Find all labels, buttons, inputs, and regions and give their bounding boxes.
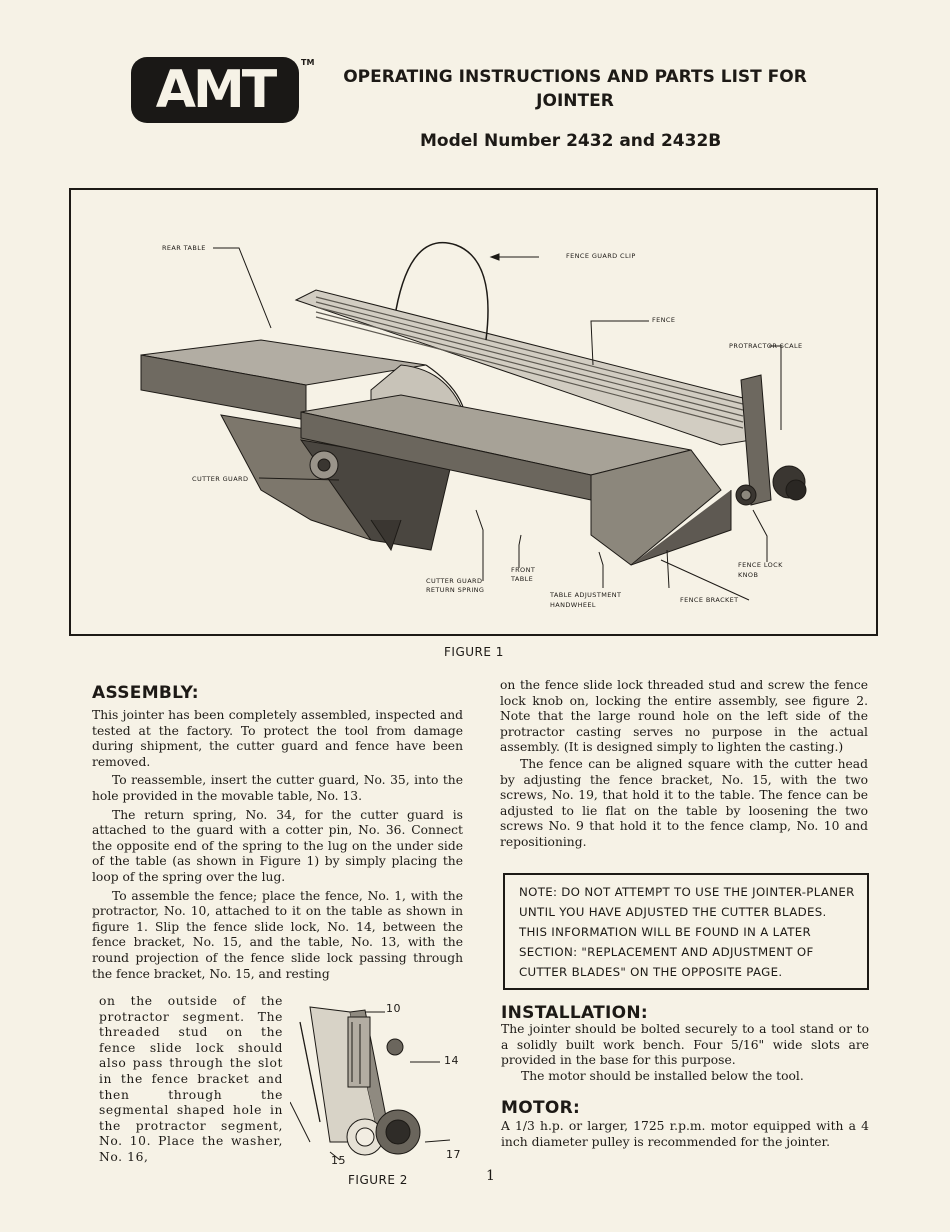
label-front-table-line2: TABLE [511, 575, 534, 583]
assembly-paragraph-4: To assemble the fence; place the fence, No. 1, with the protractor, No. 10, attached to it on the table as shown in figure 1. Slip the fence slide lock, No. 14, between the fence bracket, No. 15, and the table, No. 13, with the round projection of the fence slide lock passing through the fence bracket, No. 15, and resting [92, 888, 463, 981]
label-handwheel-line2: HANDWHEEL [550, 601, 596, 609]
figure-2-callout-10: 10 [386, 1002, 401, 1015]
assembly-section [92, 708, 463, 982]
assembly-paragraph-4-continued [99, 994, 283, 1166]
figure-2-illustration [290, 1002, 465, 1172]
note-text: NOTE: DO NOT ATTEMPT TO USE THE JOINTER-PLANER UNTIL YOU HAVE ADJUSTED THE CUTTER BLADES. THIS INFORMATION WILL BE FOUND IN A LATER SECTION: "REPLACEMENT AND ADJUSTMENT OF CUTTER BLADES" ON THE OPPOSITE PAGE. [519, 885, 855, 979]
label-cutter-guard: CUTTER GUARD [192, 475, 249, 483]
assembly-continued-section [500, 678, 868, 851]
document-title-product: JOINTER [536, 91, 614, 111]
figure-1-caption: FIGURE 1 [444, 645, 504, 659]
model-number: Model Number 2432 and 2432B [420, 131, 722, 151]
installation-paragraph-1: The jointer should be bolted securely to a tool stand or to a solidly built work bench. Four 5/16" wide slots are provided in the base for this purpose. [501, 1022, 869, 1068]
label-return-spring-line2: RETURN SPRING [426, 586, 485, 594]
assembly-heading: ASSEMBLY: [92, 683, 199, 703]
installation-paragraph-2: The motor should be installed below the tool. [521, 1068, 804, 1083]
label-fence: FENCE [652, 316, 676, 324]
label-rear-table: REAR TABLE [162, 244, 206, 252]
page-number: 1 [486, 1168, 495, 1184]
label-fence-lock-knob-line2: KNOB [738, 571, 759, 579]
note-box [503, 873, 869, 990]
motor-heading: MOTOR: [501, 1098, 581, 1118]
label-return-spring-line1: CUTTER GUARD [426, 577, 483, 585]
motor-paragraph: A 1/3 h.p. or larger, 1725 r.p.m. motor equipped with a 4 inch diameter pulley is recommended for the jointer. [501, 1119, 869, 1149]
figure-2-caption: FIGURE 2 [348, 1173, 408, 1187]
assembly-paragraph-4-wrap: on the outside of the protractor segment. The threaded stud on the fence slide lock should also pass through the slot in the fence bracket and then through the segmental shaped hole in the protractor segment, No. 10. Place the washer, No. 16, [99, 994, 283, 1164]
right-paragraph-1: on the fence slide lock threaded stud and screw the fence lock knob on, locking the entire assembly, see figure 2. Note that the large round hole on the left side of the protractor casting serves no purpose in the actual assembly. (It is designed simply to lighten the casting.) [500, 678, 868, 755]
trademark-mark: TM [301, 58, 315, 67]
label-fence-bracket: FENCE BRACKET [680, 596, 739, 604]
assembly-paragraph-2: To reassemble, insert the cutter guard, No. 35, into the hole provided in the movable table, No. 13. [92, 773, 463, 803]
document-title: OPERATING INSTRUCTIONS AND PARTS LIST FOR [343, 67, 807, 87]
figure-2-callout-15: 15 [331, 1154, 346, 1167]
installation-section [501, 1022, 869, 1084]
label-fence-lock-knob-line1: FENCE LOCK [738, 561, 783, 569]
label-front-table-line1: FRONT [511, 566, 536, 574]
label-fence-guard-clip: FENCE GUARD CLIP [566, 252, 636, 260]
label-protractor-scale: PROTRACTOR SCALE [729, 342, 803, 350]
assembly-paragraph-1: This jointer has been completely assembled, inspected and tested at the factory. To protect the tool from damage during shipment, the cutter guard and fence have been removed. [92, 708, 463, 769]
motor-section [501, 1119, 869, 1150]
label-handwheel-line1: TABLE ADJUSTMENT [550, 591, 622, 599]
assembly-paragraph-3: The return spring, No. 34, for the cutter guard is attached to the guard with a cotter pin, No. 36. Connect the opposite end of the spring to the lug on the under side of the table (as shown in Figure 1) by simply placing the loop of the spring over the lug. [92, 807, 463, 884]
amt-logo: AMT [131, 57, 299, 123]
figure-2-callout-14: 14 [444, 1054, 459, 1067]
figure-2-callout-17: 17 [446, 1148, 461, 1161]
installation-heading: INSTALLATION: [501, 1003, 649, 1023]
right-paragraph-2: The fence can be aligned square with the cutter head by adjusting the fence bracket, No. 15, with the two screws, No. 19, that hold it to the table. The fence can be adjusted to lie flat on the table by loosening the two screws No. 9 that hold it to the fence clamp, No. 10 and repositioning. [500, 756, 868, 849]
